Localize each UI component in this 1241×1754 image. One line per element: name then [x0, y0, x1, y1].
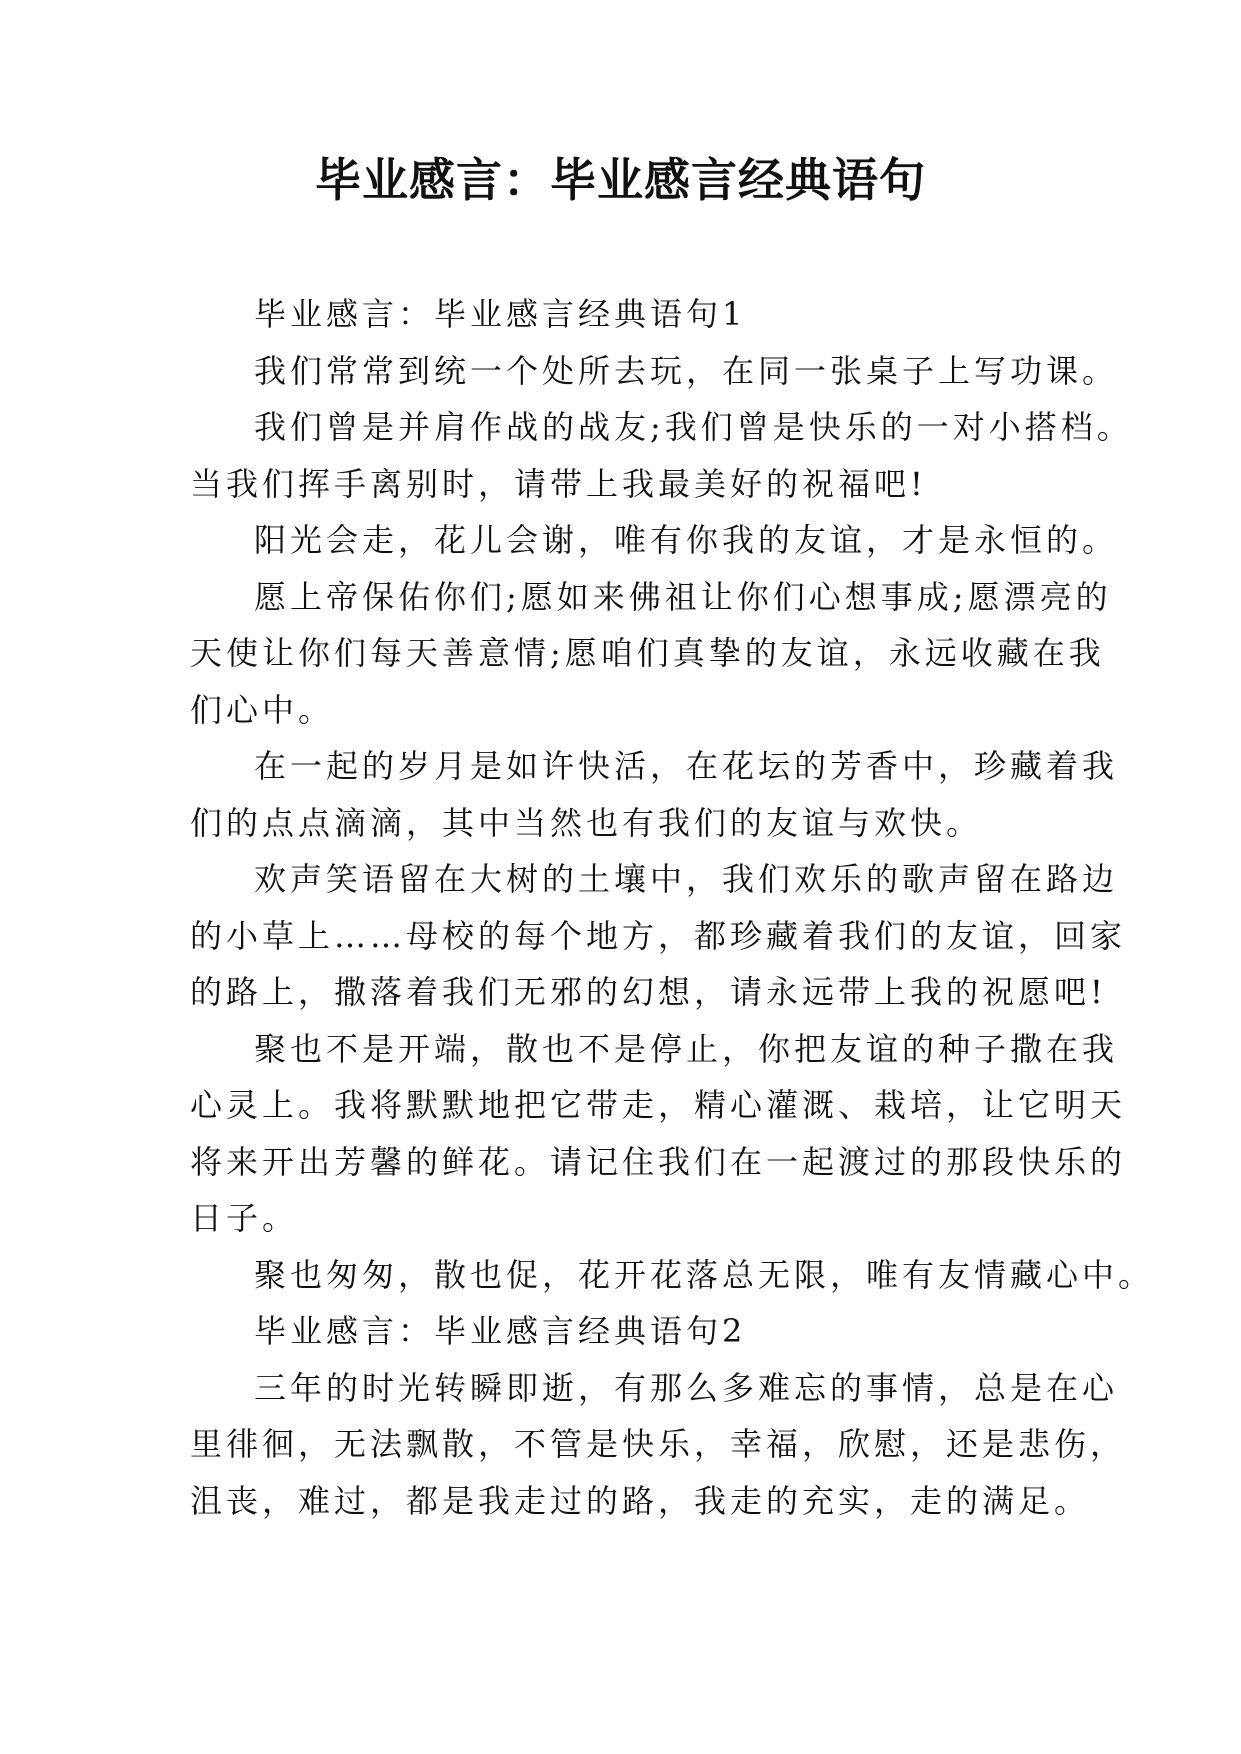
paragraph — [190, 1360, 1127, 1530]
text-line: 我们曾是并肩作战的战友;我们曾是快乐的一对小搭档。 — [254, 408, 1133, 446]
document-body — [190, 286, 1155, 1529]
paragraph — [190, 569, 1112, 739]
paragraph — [190, 512, 1119, 569]
text-line: 里徘徊，无法飘散，不管是快乐，幸福，欣慰，还是悲伤， — [190, 1425, 1127, 1463]
text-line: 我们常常到统一个处所去玩，在同一张桌子上写功课。 — [254, 351, 1119, 390]
paragraph — [190, 738, 1119, 851]
paragraph — [190, 286, 1052, 343]
text-line: 在一起的岁月是如许快活，在花坛的芳香中，珍藏着我 — [254, 747, 1119, 785]
paragraph — [190, 1021, 1127, 1247]
paragraph — [190, 343, 1119, 400]
text-line: 们心中。 — [190, 690, 335, 729]
paragraph — [190, 1247, 1155, 1304]
text-line: 毕业感言：毕业感言经典语句2 — [254, 1312, 747, 1350]
paragraph — [190, 399, 1133, 512]
text-line: 三年的时光转瞬即逝，有那么多难忘的事情，总是在心 — [254, 1368, 1119, 1407]
text-line: 将来开出芳馨的鲜花。请记住我们在一起渡过的那段快乐的 — [190, 1142, 1127, 1181]
text-line: 日子。 — [190, 1199, 299, 1237]
text-line: 聚也匆匆，散也促，花开花落总无限，唯有友情藏心中。 — [254, 1255, 1155, 1294]
text-line: 心灵上。我将默默地把它带走，精心灌溉、栽培，让它明天 — [190, 1086, 1127, 1124]
text-line: 天使让你们每天善意情;愿咱们真挚的友谊，永远收藏在我 — [190, 634, 1105, 672]
text-line: 们的点点滴滴，其中当然也有我们的友谊与欢快。 — [190, 803, 983, 842]
text-line: 聚也不是开端，散也不是停止，你把友谊的种子撒在我 — [254, 1029, 1119, 1068]
text-line: 阳光会走，花儿会谢，唯有你我的友谊，才是永恒的。 — [254, 521, 1119, 559]
text-line: 沮丧，难过，都是我走过的路，我走的充实，走的满足。 — [190, 1481, 1091, 1520]
document-title: 毕业感言：毕业感言经典语句 — [315, 153, 926, 207]
text-line: 欢声笑语留在大树的土壤中，我们欢乐的歌声留在路边 — [254, 860, 1119, 898]
text-line: 毕业感言：毕业感言经典语句1 — [254, 295, 747, 333]
paragraph — [190, 851, 1127, 1021]
text-line: 当我们挥手离别时，请带上我最美好的祝福吧! — [190, 464, 927, 503]
text-line: 愿上帝保佑你们;愿如来佛祖让你们心想事成;愿漂亮的 — [254, 577, 1112, 616]
paragraph — [190, 1303, 1052, 1360]
text-line: 的小草上……母校的每个地方，都珍藏着我们的友谊，回家 — [190, 916, 1127, 955]
text-line: 的路上，撒落着我们无邪的幻想，请永远带上我的祝愿吧! — [190, 973, 1107, 1011]
